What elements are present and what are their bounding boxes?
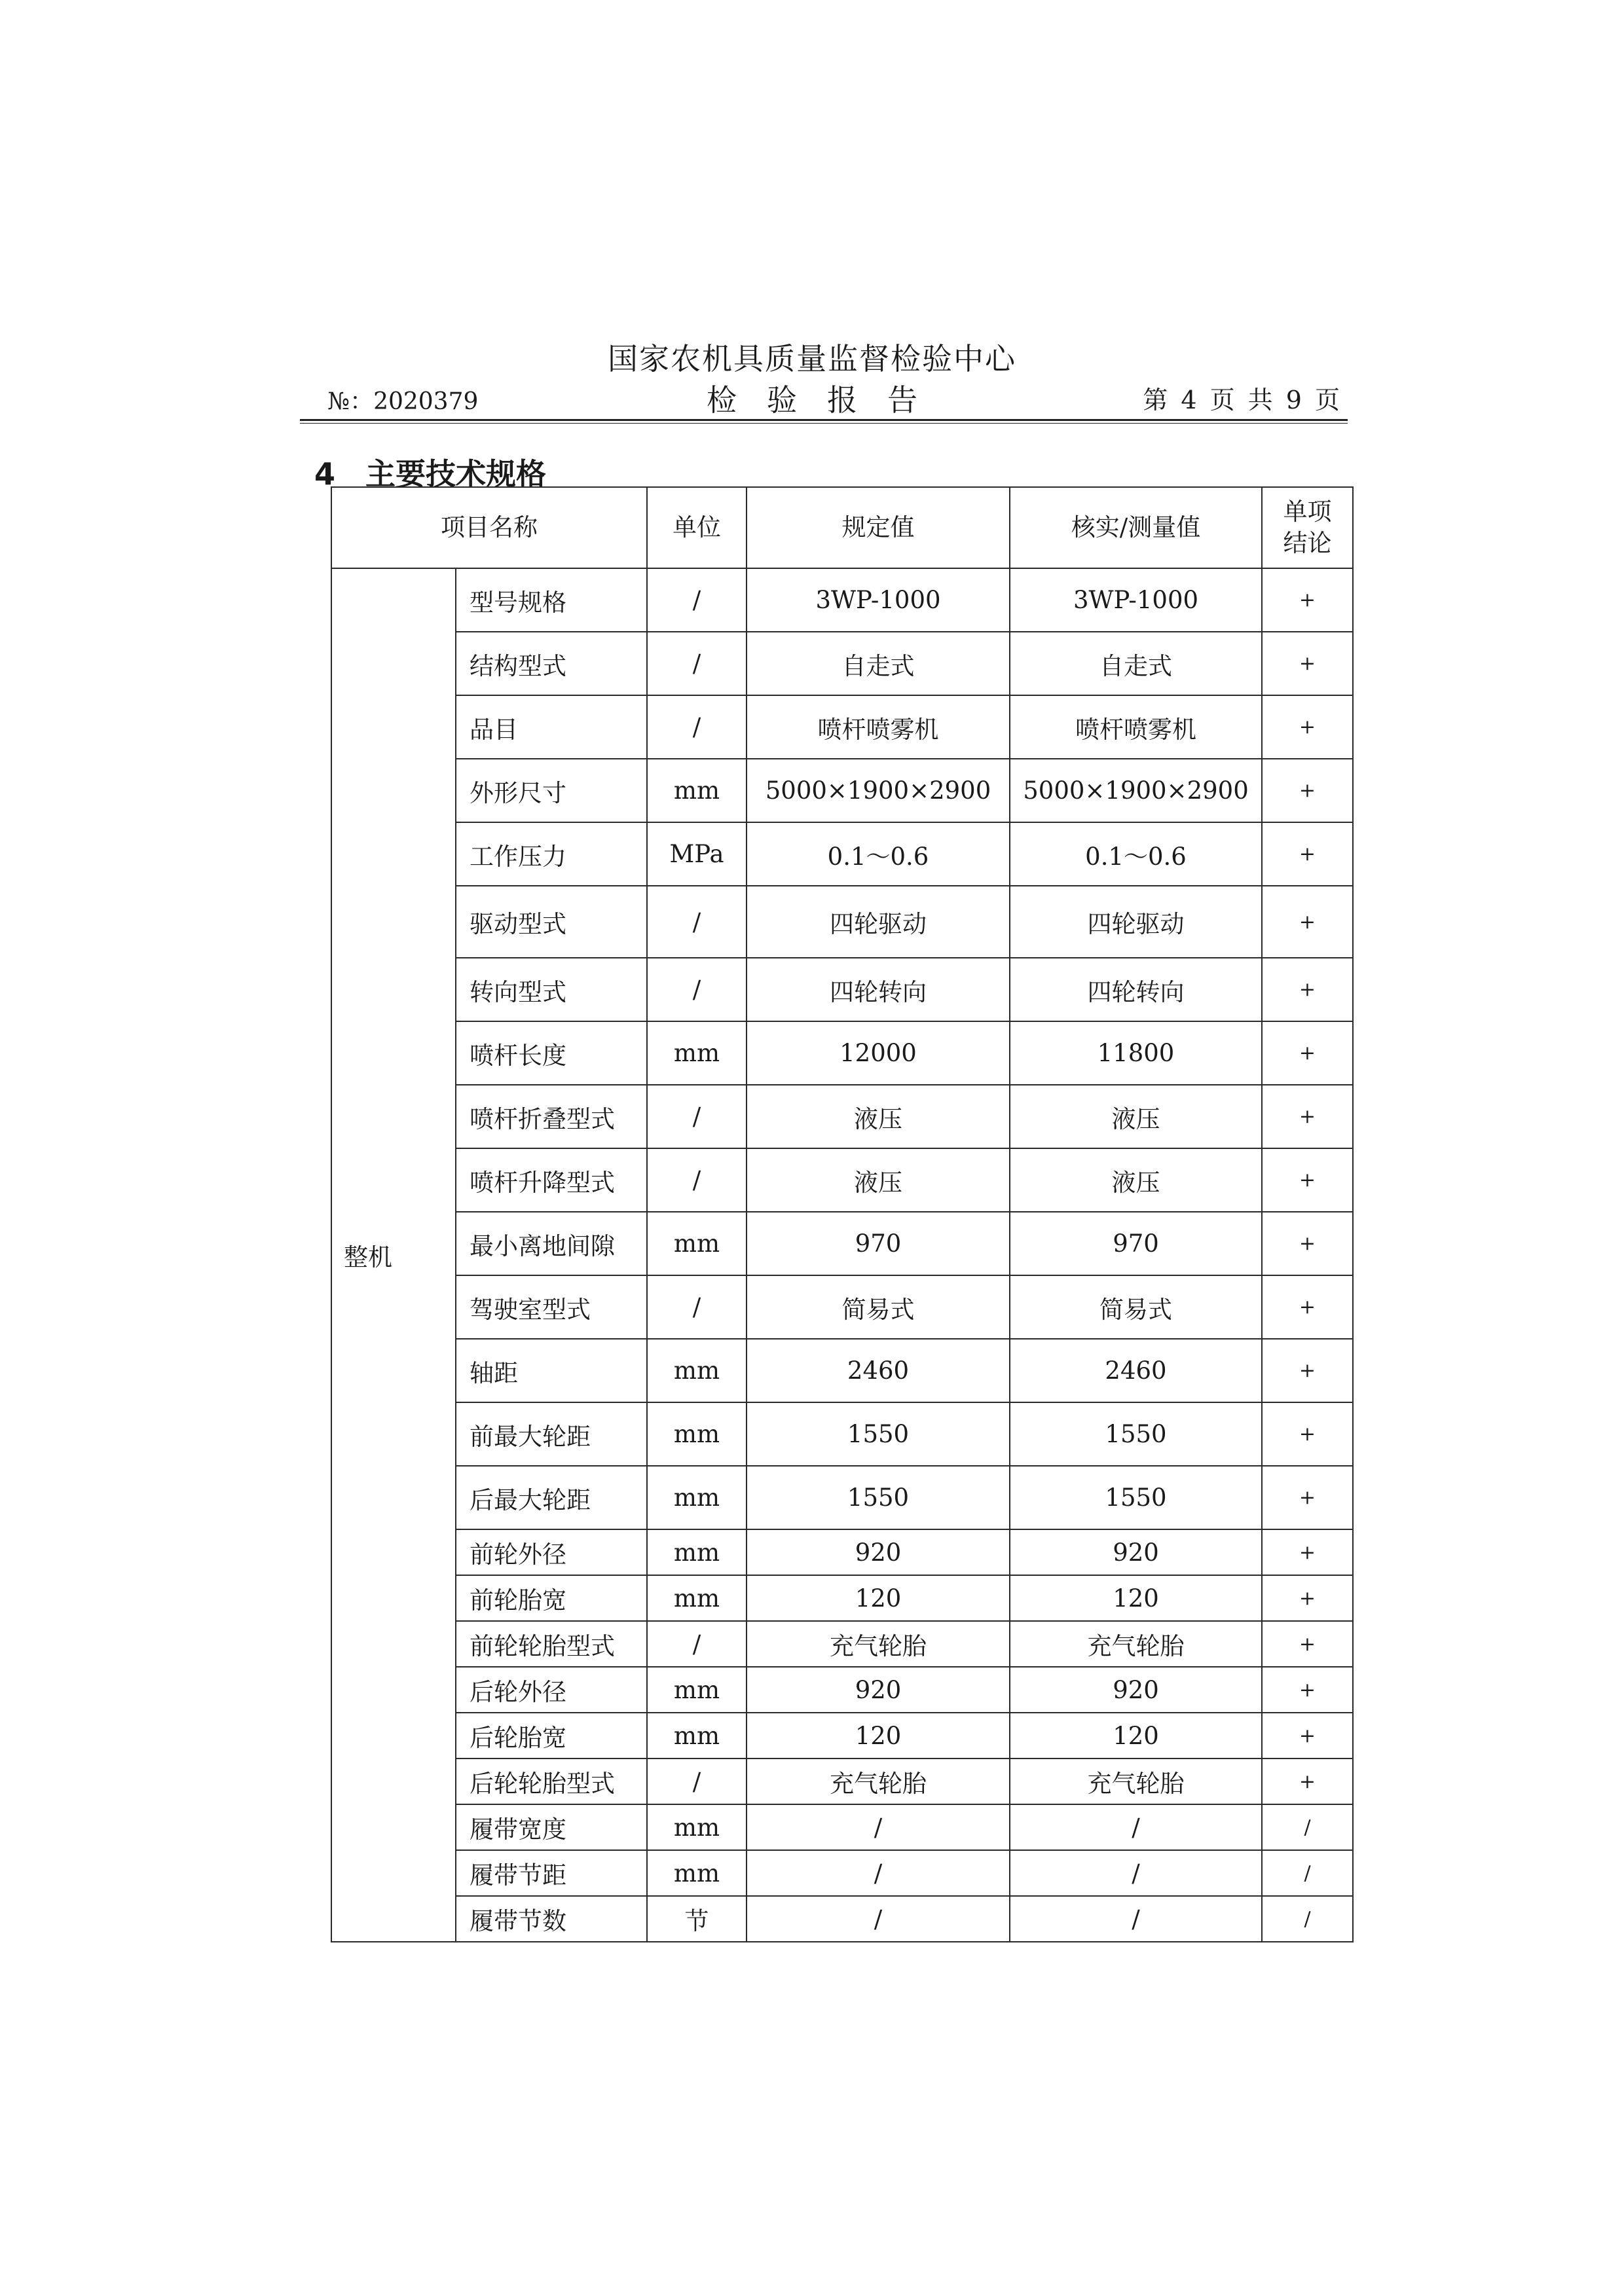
spec-value-cell: 四轮转向 [747, 958, 1010, 1021]
unit-cell: / [647, 1621, 747, 1667]
measured-value-cell: 四轮转向 [1010, 958, 1262, 1021]
measured-value-cell: 11800 [1010, 1021, 1262, 1085]
unit-cell: mm [647, 1850, 747, 1896]
unit-cell: mm [647, 1212, 747, 1275]
conclusion-cell: + [1262, 822, 1353, 886]
conclusion-cell: + [1262, 958, 1353, 1021]
spec-value-cell: 970 [747, 1212, 1010, 1275]
table-row [331, 1212, 1353, 1275]
measured-value-cell: 3WP-1000 [1010, 568, 1262, 632]
conclusion-cell: + [1262, 1085, 1353, 1148]
table-row [331, 1529, 1353, 1575]
measured-value-cell: 2460 [1010, 1339, 1262, 1402]
unit-cell: mm [647, 1529, 747, 1575]
table-row [331, 1758, 1353, 1804]
conclusion-cell: + [1262, 1758, 1353, 1804]
table-row [331, 1850, 1353, 1896]
table-row [331, 1667, 1353, 1713]
spec-value-cell: 液压 [747, 1148, 1010, 1212]
measured-value-cell: / [1010, 1896, 1262, 1942]
unit-cell: / [647, 695, 747, 759]
measured-value-cell: 5000×1900×2900 [1010, 759, 1262, 822]
measured-value-cell: 120 [1010, 1575, 1262, 1621]
header-item-name: 项目名称 [331, 487, 647, 568]
spec-value-cell: 120 [747, 1713, 1010, 1758]
table-row [331, 1896, 1353, 1942]
report-title: 检验报告 [707, 382, 948, 418]
header-rule [300, 419, 1348, 424]
item-name-cell: 后轮胎宽 [456, 1713, 647, 1758]
spec-value-cell: 2460 [747, 1339, 1010, 1402]
measured-value-cell: 简易式 [1010, 1275, 1262, 1339]
measured-value-cell: 充气轮胎 [1010, 1621, 1262, 1667]
section-number: 4 [314, 456, 336, 492]
spec-value-cell: 充气轮胎 [747, 1758, 1010, 1804]
conclusion-cell: + [1262, 1466, 1353, 1529]
table-row [331, 568, 1353, 632]
item-name-cell: 喷杆升降型式 [456, 1148, 647, 1212]
table-row [331, 1575, 1353, 1621]
unit-cell: / [647, 1085, 747, 1148]
spec-value-cell: 120 [747, 1575, 1010, 1621]
org-name: 国家农机具质量监督检验中心 [608, 341, 1016, 376]
spec-value-cell: 0.1～0.6 [747, 822, 1010, 886]
unit-cell: mm [647, 759, 747, 822]
spec-table [331, 486, 1354, 1942]
table-row [331, 1402, 1353, 1466]
unit-cell: / [647, 958, 747, 1021]
measured-value-cell: 液压 [1010, 1085, 1262, 1148]
table-row [331, 1275, 1353, 1339]
spec-value-cell: 5000×1900×2900 [747, 759, 1010, 822]
table-row [331, 1621, 1353, 1667]
conclusion-cell: + [1262, 759, 1353, 822]
unit-cell: mm [647, 1466, 747, 1529]
measured-value-cell: 液压 [1010, 1148, 1262, 1212]
item-name-cell: 最小离地间隙 [456, 1212, 647, 1275]
spec-value-cell: 3WP-1000 [747, 568, 1010, 632]
item-name-cell: 结构型式 [456, 632, 647, 695]
item-name-cell: 前最大轮距 [456, 1402, 647, 1466]
unit-cell: / [647, 886, 747, 958]
measured-value-cell: / [1010, 1804, 1262, 1850]
conclusion-cell: + [1262, 632, 1353, 695]
conclusion-cell: + [1262, 568, 1353, 632]
unit-cell: / [647, 1148, 747, 1212]
spec-value-cell: / [747, 1896, 1010, 1942]
spec-value-cell: / [747, 1850, 1010, 1896]
item-name-cell: 转向型式 [456, 958, 647, 1021]
spec-value-cell: 920 [747, 1529, 1010, 1575]
section-title: 主要技术规格 [365, 456, 546, 492]
table-row [331, 1085, 1353, 1148]
item-name-cell: 喷杆折叠型式 [456, 1085, 647, 1148]
item-name-cell: 驱动型式 [456, 886, 647, 958]
conclusion-cell: + [1262, 1275, 1353, 1339]
spec-value-cell: 自走式 [747, 632, 1010, 695]
item-name-cell: 履带节数 [456, 1896, 647, 1942]
unit-cell: mm [647, 1339, 747, 1402]
conclusion-cell: + [1262, 1621, 1353, 1667]
conclusion-cell: + [1262, 1212, 1353, 1275]
measured-value-cell: 920 [1010, 1667, 1262, 1713]
item-name-cell: 前轮轮胎型式 [456, 1621, 647, 1667]
item-name-cell: 型号规格 [456, 568, 647, 632]
measured-value-cell: 1550 [1010, 1402, 1262, 1466]
table-row [331, 759, 1353, 822]
item-name-cell: 轴距 [456, 1339, 647, 1402]
spec-table-body [331, 568, 1353, 1942]
table-row [331, 1021, 1353, 1085]
table-row [331, 1148, 1353, 1212]
measured-value-cell: 120 [1010, 1713, 1262, 1758]
unit-cell: MPa [647, 822, 747, 886]
table-row [331, 1339, 1353, 1402]
measured-value-cell: 喷杆喷雾机 [1010, 695, 1262, 759]
conclusion-cell: + [1262, 1667, 1353, 1713]
spec-value-cell: 1550 [747, 1402, 1010, 1466]
measured-value-cell: 920 [1010, 1529, 1262, 1575]
report-number: №：2020379 [327, 388, 479, 415]
table-row [331, 632, 1353, 695]
measured-value-cell: 970 [1010, 1212, 1262, 1275]
measured-value-cell: 1550 [1010, 1466, 1262, 1529]
table-row [331, 1466, 1353, 1529]
spec-value-cell: 液压 [747, 1085, 1010, 1148]
spec-value-cell: 充气轮胎 [747, 1621, 1010, 1667]
page-indicator: 第 4 页 共 9 页 [1143, 386, 1342, 414]
table-header-row [331, 487, 1353, 568]
header-conclusion: 单项结论 [1262, 487, 1353, 568]
table-row [331, 1713, 1353, 1758]
measured-value-cell: / [1010, 1850, 1262, 1896]
spec-value-cell: / [747, 1804, 1010, 1850]
item-name-cell: 驾驶室型式 [456, 1275, 647, 1339]
conclusion-cell: + [1262, 1021, 1353, 1085]
table-row [331, 695, 1353, 759]
item-name-cell: 后轮轮胎型式 [456, 1758, 647, 1804]
item-name-cell: 后轮外径 [456, 1667, 647, 1713]
conclusion-cell: + [1262, 695, 1353, 759]
conclusion-cell: + [1262, 1148, 1353, 1212]
item-name-cell: 外形尺寸 [456, 759, 647, 822]
conclusion-cell: + [1262, 1339, 1353, 1402]
unit-cell: / [647, 632, 747, 695]
unit-cell: mm [647, 1667, 747, 1713]
table-row [331, 822, 1353, 886]
measured-value-cell: 四轮驱动 [1010, 886, 1262, 958]
measured-value-cell: 0.1～0.6 [1010, 822, 1262, 886]
conclusion-cell: / [1262, 1850, 1353, 1896]
table-row [331, 958, 1353, 1021]
spec-value-cell: 喷杆喷雾机 [747, 695, 1010, 759]
conclusion-cell: + [1262, 1402, 1353, 1466]
spec-value-cell: 1550 [747, 1466, 1010, 1529]
item-name-cell: 品目 [456, 695, 647, 759]
item-name-cell: 工作压力 [456, 822, 647, 886]
unit-cell: / [647, 568, 747, 632]
table-row [331, 886, 1353, 958]
spec-value-cell: 四轮驱动 [747, 886, 1010, 958]
measured-value-cell: 自走式 [1010, 632, 1262, 695]
item-name-cell: 履带宽度 [456, 1804, 647, 1850]
unit-cell: mm [647, 1021, 747, 1085]
conclusion-cell: / [1262, 1896, 1353, 1942]
conclusion-cell: + [1262, 1575, 1353, 1621]
unit-cell: mm [647, 1402, 747, 1466]
spec-value-cell: 920 [747, 1667, 1010, 1713]
unit-cell: / [647, 1758, 747, 1804]
conclusion-cell: + [1262, 1529, 1353, 1575]
conclusion-cell: + [1262, 1713, 1353, 1758]
unit-cell: mm [647, 1575, 747, 1621]
item-name-cell: 喷杆长度 [456, 1021, 647, 1085]
spec-value-cell: 简易式 [747, 1275, 1010, 1339]
conclusion-cell: + [1262, 886, 1353, 958]
unit-cell: mm [647, 1804, 747, 1850]
header-spec-value: 规定值 [747, 487, 1010, 568]
unit-cell: / [647, 1275, 747, 1339]
conclusion-cell: / [1262, 1804, 1353, 1850]
header-measured-value: 核实/测量值 [1010, 487, 1262, 568]
item-name-cell: 后最大轮距 [456, 1466, 647, 1529]
spec-value-cell: 12000 [747, 1021, 1010, 1085]
unit-cell: mm [647, 1713, 747, 1758]
table-row [331, 1804, 1353, 1850]
measured-value-cell: 充气轮胎 [1010, 1758, 1262, 1804]
item-name-cell: 前轮外径 [456, 1529, 647, 1575]
header-unit: 单位 [647, 487, 747, 568]
unit-cell: 节 [647, 1896, 747, 1942]
item-name-cell: 前轮胎宽 [456, 1575, 647, 1621]
group-label: 整机 [331, 568, 456, 1942]
item-name-cell: 履带节距 [456, 1850, 647, 1896]
